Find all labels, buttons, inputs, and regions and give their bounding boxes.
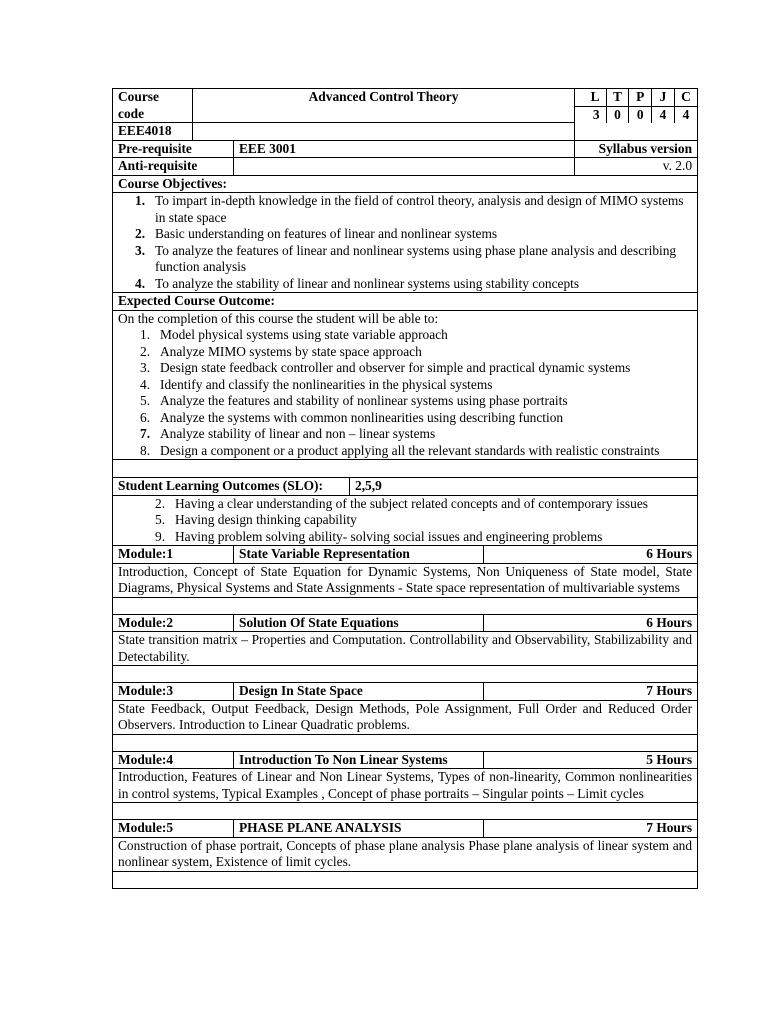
objective-number: 4. bbox=[135, 275, 146, 291]
outcome-text: Identify and classify the nonlinearities in the physical systems bbox=[160, 376, 493, 392]
slo-number: 5. bbox=[155, 512, 166, 527]
outcome-number: 2. bbox=[140, 343, 151, 359]
outcome-item bbox=[140, 327, 692, 344]
objective-text: To impart in-depth knowledge in the field of control theory, analysis and design of MIMO systems in state space bbox=[155, 193, 684, 225]
outcome-item bbox=[140, 344, 692, 361]
outcome-text: Analyze the systems with common nonlinearities using describing function bbox=[160, 409, 564, 425]
module-header-row bbox=[113, 546, 698, 564]
outcome-number: 7. bbox=[140, 426, 151, 441]
antirequisite-row bbox=[113, 158, 698, 176]
spacer-cell bbox=[113, 460, 698, 478]
objective-item bbox=[135, 276, 692, 293]
module-label: Module:4 bbox=[113, 751, 234, 769]
outcomes-cell bbox=[113, 310, 698, 460]
module-hours: 6 Hours bbox=[484, 614, 698, 632]
slo-row bbox=[113, 478, 698, 496]
slo-item bbox=[155, 512, 692, 529]
slo-list bbox=[155, 496, 692, 546]
module-content: State Feedback, Output Feedback, Design Methods, Pole Assignment, Full Order and Reduced Order Observers. Introduction to Linear Quadratic problems. bbox=[113, 700, 698, 734]
module-title: PHASE PLANE ANALYSIS bbox=[234, 820, 484, 838]
slo-label: Student Learning Outcomes (SLO): bbox=[113, 478, 350, 496]
slo-cell bbox=[113, 495, 698, 546]
spacer-row bbox=[113, 734, 698, 751]
outcome-item bbox=[140, 377, 692, 394]
outcome-number: 5. bbox=[140, 393, 151, 408]
outcome-item bbox=[140, 360, 692, 377]
module-label: Module:5 bbox=[113, 820, 234, 838]
spacer-cell bbox=[113, 871, 698, 888]
objective-item bbox=[135, 243, 692, 276]
prerequisite-label: Pre-requisite bbox=[113, 140, 234, 158]
module-title: Introduction To Non Linear Systems bbox=[234, 751, 484, 769]
module-content: Construction of phase portrait, Concepts of phase plane analysis Phase plane analysis of linear system and nonlinear system, Existence of limit cycles. bbox=[113, 837, 698, 871]
objective-text: Basic understanding on features of linear and nonlinear systems bbox=[155, 226, 498, 241]
spacer-row bbox=[113, 871, 698, 888]
module-hours: 7 Hours bbox=[484, 683, 698, 701]
objective-number: 3. bbox=[135, 242, 146, 258]
objective-text: To analyze the stability of linear and nonlinear systems using stability concepts bbox=[155, 275, 580, 291]
objective-number: 2. bbox=[135, 226, 146, 241]
syllabus-version-value: v. 2.0 bbox=[575, 158, 698, 176]
antirequisite-label: Anti-requisite bbox=[113, 158, 234, 176]
spacer-row bbox=[113, 460, 698, 478]
course-code-row bbox=[113, 89, 698, 123]
outcome-item bbox=[140, 426, 692, 443]
ltpjc-letter-j: J bbox=[652, 89, 675, 106]
objective-text: To analyze the features of linear and nonlinear systems using phase plane analysis and describing function analysis bbox=[155, 242, 677, 274]
syllabus-version-label: Syllabus version bbox=[575, 140, 698, 158]
objectives-heading-row bbox=[113, 175, 698, 193]
outcome-number: 8. bbox=[140, 442, 151, 458]
module-hours: 5 Hours bbox=[484, 751, 698, 769]
outcomes-intro: On the completion of this course the student will be able to: bbox=[118, 310, 439, 326]
objectives-list bbox=[135, 193, 692, 292]
slo-number: 9. bbox=[155, 528, 166, 544]
outcome-number: 3. bbox=[140, 360, 151, 375]
ltpjc-value-p: 0 bbox=[629, 106, 652, 123]
outcome-text: Analyze the features and stability of nonlinear systems using phase portraits bbox=[160, 393, 568, 408]
objective-item bbox=[135, 193, 692, 226]
spacer-row bbox=[113, 803, 698, 820]
outcome-item bbox=[140, 410, 692, 427]
objectives-heading: Course Objectives: bbox=[113, 175, 698, 193]
outcome-number: 6. bbox=[140, 409, 151, 425]
outcome-text: Design state feedback controller and observer for simple and practical dynamic systems bbox=[160, 360, 631, 375]
ltpjc-letter-t: T bbox=[606, 89, 629, 106]
slo-number: 2. bbox=[155, 495, 166, 511]
objectives-row bbox=[113, 193, 698, 293]
outcome-item bbox=[140, 443, 692, 460]
module-content: State transition matrix – Properties and Computation. Controllability and Observability, Stabilizability and Detectability. bbox=[113, 632, 698, 666]
ltpjc-value-t: 0 bbox=[606, 106, 629, 123]
outcome-number: 1. bbox=[140, 327, 151, 342]
course-code-label: Course code bbox=[113, 89, 193, 123]
slo-list-row bbox=[113, 495, 698, 546]
module-content: Introduction, Features of Linear and Non Linear Systems, Types of non-linearity, Common nonlinearities in control systems, Typical Examples , Concept of phase portraits – Singular points – Limit cycles bbox=[113, 769, 698, 803]
module-header-row bbox=[113, 614, 698, 632]
spacer-cell bbox=[113, 734, 698, 751]
outcomes-list bbox=[118, 327, 692, 459]
spacer-cell bbox=[113, 597, 698, 614]
syllabus-page bbox=[112, 88, 697, 889]
ltpjc-value-l: 3 bbox=[592, 106, 600, 122]
outcomes-heading-row bbox=[113, 293, 698, 311]
ltpjc-letter-l: L bbox=[575, 89, 606, 106]
ltpjc-letter-p: P bbox=[629, 89, 652, 106]
course-code-blank bbox=[193, 123, 575, 141]
ltpjc-grid bbox=[575, 89, 698, 141]
outcome-item bbox=[140, 393, 692, 410]
outcome-text: Design a component or a product applying all the relevant standards with realistic constraints bbox=[160, 442, 660, 458]
objectives-cell bbox=[113, 193, 698, 293]
slo-text: Having design thinking capability bbox=[175, 512, 357, 527]
module-title: Solution Of State Equations bbox=[234, 614, 484, 632]
module-hours: 6 Hours bbox=[484, 546, 698, 564]
module-label: Module:2 bbox=[113, 614, 234, 632]
course-code-value: EEE4018 bbox=[113, 123, 193, 141]
slo-item bbox=[155, 529, 692, 546]
module-header-row bbox=[113, 683, 698, 701]
antirequisite-value bbox=[234, 158, 575, 176]
module-title: State Variable Representation bbox=[234, 546, 484, 564]
syllabus-table bbox=[112, 88, 698, 889]
slo-item bbox=[155, 496, 692, 513]
module-content-row bbox=[113, 769, 698, 803]
outcome-number: 4. bbox=[140, 376, 151, 392]
prerequisite-value: EEE 3001 bbox=[234, 140, 575, 158]
slo-text: Having problem solving ability- solving social issues and engineering problems bbox=[175, 528, 603, 544]
ltpjc-value-j: 4 bbox=[652, 106, 675, 123]
module-content-row bbox=[113, 837, 698, 871]
module-header-row bbox=[113, 820, 698, 838]
outcome-text: Model physical systems using state variable approach bbox=[160, 327, 448, 342]
prerequisite-row bbox=[113, 140, 698, 158]
spacer-row bbox=[113, 597, 698, 614]
spacer-cell bbox=[113, 803, 698, 820]
objective-number: 1. bbox=[135, 193, 146, 208]
module-content-row bbox=[113, 700, 698, 734]
module-title: Design In State Space bbox=[234, 683, 484, 701]
ltpjc-value-c: 4 bbox=[674, 106, 697, 123]
slo-text: Having a clear understanding of the subject related concepts and of contemporary issues bbox=[175, 495, 648, 511]
ltpjc-letter-c: C bbox=[674, 89, 697, 106]
objective-item bbox=[135, 226, 692, 243]
module-label: Module:3 bbox=[113, 683, 234, 701]
outcome-text: Analyze MIMO systems by state space approach bbox=[160, 343, 422, 359]
module-content-row bbox=[113, 563, 698, 597]
module-label: Module:1 bbox=[113, 546, 234, 564]
module-hours: 7 Hours bbox=[484, 820, 698, 838]
outcomes-heading: Expected Course Outcome: bbox=[113, 293, 698, 311]
module-header-row bbox=[113, 751, 698, 769]
outcomes-row bbox=[113, 310, 698, 460]
slo-value: 2,5,9 bbox=[350, 478, 698, 496]
outcome-text: Analyze stability of linear and non – linear systems bbox=[160, 426, 436, 441]
course-title: Advanced Control Theory bbox=[193, 89, 575, 123]
spacer-row bbox=[113, 666, 698, 683]
spacer-cell bbox=[113, 666, 698, 683]
module-content-row bbox=[113, 632, 698, 666]
module-content: Introduction, Concept of State Equation for Dynamic Systems, Non Uniqueness of State model, State Diagrams, Physical Systems and State Assignments - State space representation of multivariable systems bbox=[113, 563, 698, 597]
